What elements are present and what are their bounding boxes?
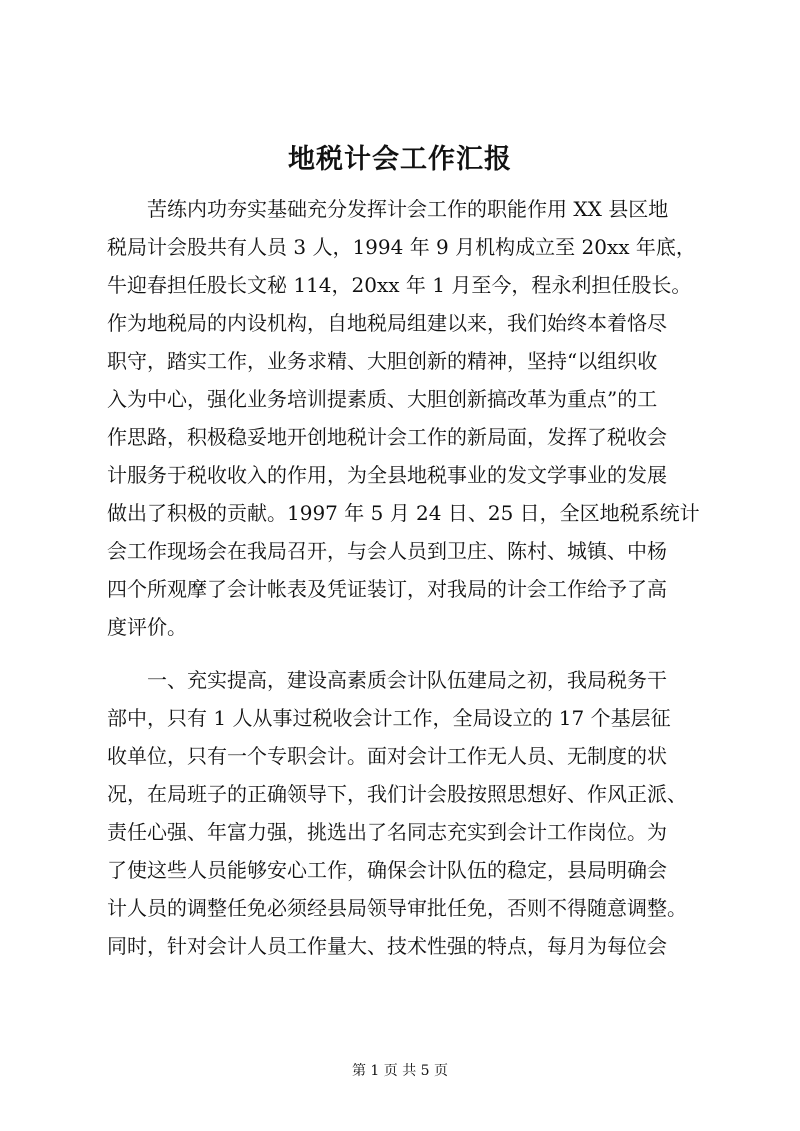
body-line-12: 度评价。 (107, 615, 187, 639)
body-line-2: 税局计会股共有人员 3 人，1994 年 9 月机构成立至 20xx 年底， (107, 235, 696, 259)
body-line-8: 计服务于税收收入的作用，为全县地税事业的发文学事业的发展 (107, 463, 667, 487)
body-line-10: 会工作现场会在我局召开，与会人员到卫庄、陈村、城镇、中杨 (107, 539, 667, 563)
body-line-13: 一、充实提高，建设高素质会计队伍建局之初，我局税务干 (107, 668, 667, 692)
body-line-7: 作思路，积极稳妥地开创地税计会工作的新局面，发挥了税收会 (107, 425, 667, 449)
body-line-3: 牛迎春担任股长文秘 114，20xx 年 1 月至今，程永利担任股长。 (107, 273, 692, 297)
body-line-1: 苦练内功夯实基础充分发挥计会工作的职能作用 XX 县区地 (107, 197, 669, 221)
page-footer: 第 1 页 共 5 页 (351, 1063, 449, 1079)
body-line-19: 计人员的调整任免必须经县局领导审批任免，否则不得随意调整。 (107, 896, 687, 920)
body-line-9: 做出了积极的贡献。1997 年 5 月 24 日、25 日，全区地税系统计 (107, 501, 700, 525)
body-line-15: 收单位，只有一个专职会计。面对会计工作无人员、无制度的状 (107, 744, 667, 768)
body-line-11: 四个所观摩了会计帐表及凭证装订，对我局的计会工作给予了高 (107, 577, 667, 601)
body-line-17: 责任心强、年富力强，挑选出了名同志充实到会计工作岗位。为 (107, 820, 667, 844)
body-line-20: 同时，针对会计人员工作量大、技术性强的特点，每月为每位会 (107, 934, 667, 958)
body-line-16: 况，在局班子的正确领导下，我们计会股按照思想好、作风正派、 (107, 782, 687, 806)
body-line-4: 作为地税局的内设机构，自地税局组建以来，我们始终本着恪尽 (107, 311, 667, 335)
body-line-18: 了使这些人员能够安心工作，确保会计队伍的稳定，县局明确会 (107, 858, 667, 882)
body-line-14: 部中，只有 1 人从事过税收会计工作，全局设立的 17 个基层征 (107, 706, 671, 730)
page-title: 地税计会工作汇报 (288, 144, 512, 175)
body-line-5: 职守，踏实工作，业务求精、大胆创新的精神，坚持“以组织收 (107, 349, 658, 373)
body-line-6: 入为中心，强化业务培训提素质、大胆创新搞改革为重点”的工 (107, 387, 658, 411)
